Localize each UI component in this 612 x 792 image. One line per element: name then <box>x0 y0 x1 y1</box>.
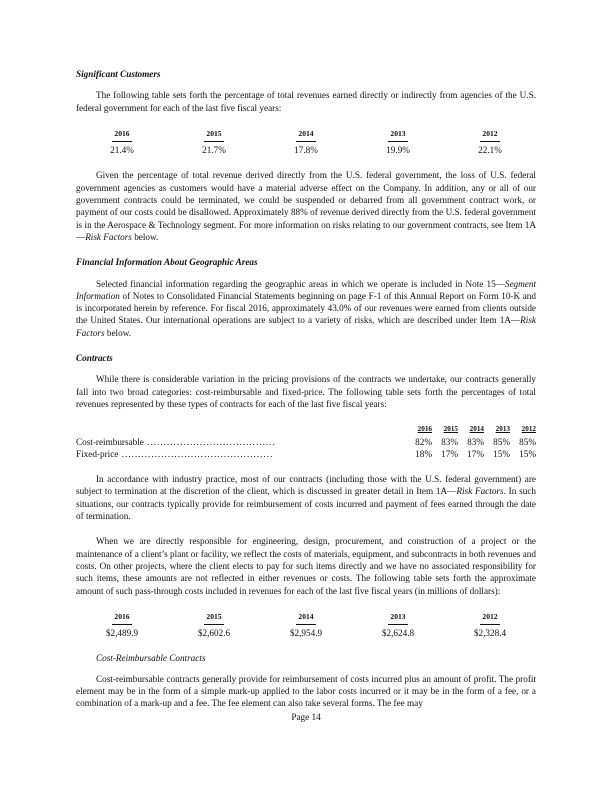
year-value: $2,602.6 <box>197 628 231 639</box>
contracts-intro: While there is considerable variation in the pricing provisions of the contracts we undertake, our contracts generally fall into two broad categories: cost-reimbursable and fixed-price. The following table sets forth the percentages of total revenues represented by these types of contracts for each of the last five fiscal years: <box>76 374 536 409</box>
section-heading-significant-customers: Significant Customers <box>76 69 161 79</box>
body-text: . In such situations, our contracts typically provide for reimbursement of costs incurred and payment of fees earned through the date of termination. <box>76 486 536 522</box>
table-cell: 83% <box>467 436 484 447</box>
year-header: 2015 <box>204 128 223 142</box>
year-value: 21.7% <box>202 145 226 156</box>
year-header: 2013 <box>388 611 407 625</box>
table-row <box>76 448 536 460</box>
year-column <box>460 127 520 157</box>
year-header: 2012 <box>521 425 536 434</box>
section-heading-geographic: Financial Information About Geographic Areas <box>76 257 258 268</box>
table-cell: 15% <box>519 448 536 459</box>
year-header: 2016 <box>112 611 131 625</box>
significant-customers-body <box>76 169 536 243</box>
year-value: 21.4% <box>110 145 134 156</box>
year-header: 2012 <box>480 611 499 625</box>
government-revenue-table <box>76 127 536 157</box>
termination-paragraph <box>76 473 536 522</box>
year-header: 2015 <box>204 611 223 625</box>
year-header: 2015 <box>443 425 458 434</box>
year-header: 2014 <box>296 611 315 625</box>
year-column <box>276 127 336 157</box>
year-header: 2012 <box>480 128 499 142</box>
year-value: $2,624.8 <box>381 628 415 639</box>
geographic-body <box>76 278 536 339</box>
page-content <box>76 68 536 723</box>
table-cell: 82% <box>415 436 432 447</box>
year-value: $2,954.9 <box>289 628 323 639</box>
pass-through-table <box>76 610 536 640</box>
subsection-heading-cost-reimbursable: Cost-Reimbursable Contracts <box>96 653 206 664</box>
year-column <box>92 127 152 157</box>
table-cell: 15% <box>493 448 510 459</box>
year-column <box>368 610 428 640</box>
table-cell: 17% <box>467 448 484 459</box>
year-header: 2013 <box>495 425 510 434</box>
table-cell: 18% <box>415 448 432 459</box>
year-column <box>368 127 428 157</box>
year-column <box>184 610 244 640</box>
contract-table-header <box>76 423 536 435</box>
year-header: 2016 <box>112 128 131 142</box>
year-value: 22.1% <box>478 145 502 156</box>
body-text: of Notes to Consolidated Financial Statements beginning on page F-1 of this Annual Report on Form 10-K and is incorporated herein by reference. For fiscal 2016, approximately 43.0% of our revenues were earned from clients outside the United States. Our international operations are subject to a variety of risks, which are described under Item 1A— <box>76 290 536 326</box>
year-header: 2016 <box>417 425 432 434</box>
significant-customers-intro: The following table sets forth the percentage of total revenues earned directly or indirectly from agencies of the U.S. federal government for each of the last five fiscal years: <box>76 90 536 113</box>
year-value: $2,328.4 <box>473 628 507 639</box>
table-cell: 83% <box>441 436 458 447</box>
year-value: $2,489.9 <box>105 628 139 639</box>
year-column <box>92 610 152 640</box>
year-header: 2014 <box>296 128 315 142</box>
year-column <box>460 610 520 640</box>
body-italic: Risk Factors <box>85 231 132 242</box>
body-text: below. <box>104 327 132 338</box>
contract-type-table <box>76 423 536 460</box>
row-label: Cost-reimbursable ....................................... <box>76 436 276 447</box>
body-text: Selected financial information regarding the geographic areas in which we operate is included in Note 15— <box>96 278 505 289</box>
body-text: below. <box>131 231 159 242</box>
year-value: 19.9% <box>386 145 410 156</box>
table-cell: 85% <box>519 436 536 447</box>
pass-through-paragraph: When we are directly responsible for engineering, design, procurement, and construction of a project or the maintenance of a client’s plant or facility, we reflect the costs of materials, equipment, and subcontracts in both revenues and costs. On other projects, where the client elects to pay for such items directly and we have no associated responsibility for such items, these amounts are not reflected in either revenues or costs. The following table sets forth the approximate amount of such pass-through costs included in revenues for each of the last five fiscal years (in millions of dollars): <box>76 536 536 596</box>
body-italic: Risk Factors <box>456 486 504 497</box>
year-header: 2014 <box>469 425 484 434</box>
cost-reimbursable-body: Cost-reimbursable contracts generally provide for reimbursement of costs incurred plus an amount of profit. The profit element may be in the form of a simple mark-up applied to the labor costs incurred or it may be in the form of a fee, or a combination of a mark-up and a fee. The fee element can also take several forms. The fee may <box>76 673 536 709</box>
year-header: 2013 <box>388 128 407 142</box>
page-number: Page 14 <box>291 712 321 722</box>
year-column <box>184 127 244 157</box>
table-cell: 17% <box>441 448 458 459</box>
year-value: 17.8% <box>294 145 318 156</box>
row-label: Fixed-price .............................................. <box>76 448 274 459</box>
table-row <box>76 436 536 448</box>
body-text: In accordance with industry practice, most of our contracts (including those with the U.S. federal government) are subject to termination at the discretion of the client, which is discussed in greater detail in Item 1A— <box>76 474 536 497</box>
section-heading-contracts: Contracts <box>76 353 113 364</box>
body-italic: Risk Factors <box>76 315 536 338</box>
body-text: Given the percentage of total revenue derived directly from the U.S. federal government, the loss of U.S. federal government agencies as customers would have a material adverse effect on the Company. In addition, any or all of our government contracts could be terminated, we could be suspended or debarred from all government contract work, or payment of our costs could be disallowed. Approximately 88% of revenue derived directly from the U.S. federal government is in the Aerospace & Technology segment. For more information on risks relating to our government contracts, see Item 1A— <box>76 170 536 242</box>
body-italic: Segment Information <box>76 278 536 301</box>
table-cell: 85% <box>493 436 510 447</box>
year-column <box>276 610 336 640</box>
